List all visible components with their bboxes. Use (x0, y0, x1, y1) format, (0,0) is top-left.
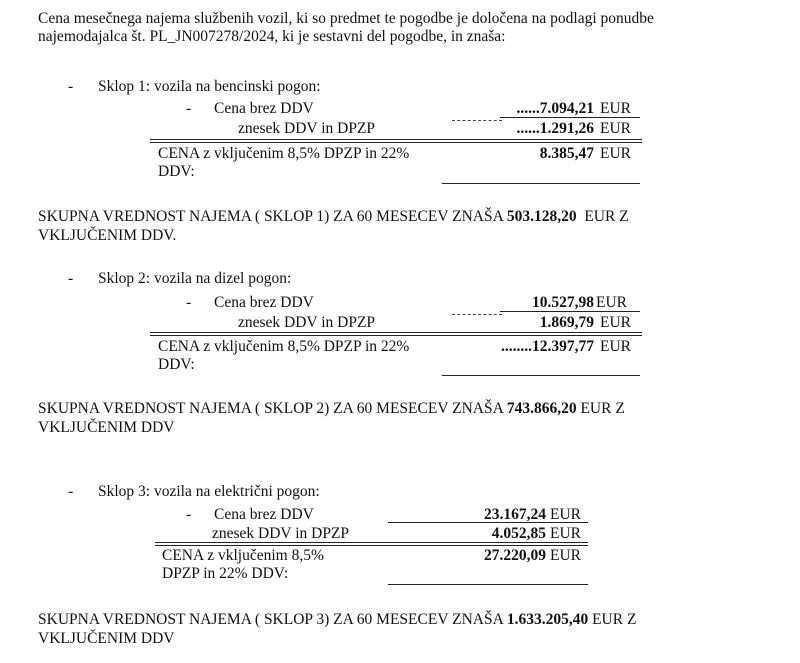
sklop2-total-label-2: DDV: (158, 356, 195, 373)
sklop2-bullet: - (68, 270, 74, 287)
sklop3-bullet: - (68, 483, 74, 500)
sklop1-tax-label: znesek DDV in DPZP (238, 120, 376, 137)
sklop2-net-unit: EUR (596, 294, 627, 311)
sklop2-tax-value: 1.869,79 (539, 314, 594, 331)
sklop1-table-rule-1 (150, 139, 642, 140)
sklop1-tax-unit: EUR (600, 120, 631, 137)
sklop2-net-underline (500, 311, 640, 312)
sklop1-total-unit: EUR (600, 145, 631, 162)
sklop3-summary-line-1 (38, 611, 636, 629)
sklop3-total-value: 27.220,09 (484, 547, 546, 564)
sklop1-net-bullet: - (186, 100, 192, 117)
sklop3-table-rule-1 (155, 542, 588, 543)
sklop2-total-unit: EUR (600, 338, 631, 355)
intro-line-2: najemodajalca št. PL_JN007278/2024, ki je sestavni del pogodbe, in znaša: (38, 28, 506, 45)
sklop3-net-value: 23.167,24 (484, 506, 546, 523)
sklop1-total-underline (442, 183, 640, 184)
sklop2-net-bullet: - (186, 294, 192, 311)
sklop1-total-label-2: DDV: (158, 163, 195, 180)
sklop1-summary-pre: SKUPNA VREDNOST NAJEMA ( SKLOP 1) ZA 60 MESECEV ZNAŠA (38, 208, 503, 225)
sklop1-heading: Sklop 1: vozila na bencinski pogon: (98, 78, 321, 95)
sklop1-summary-line-2: VKLJUČENIM DDV. (38, 227, 177, 244)
sklop3-summary-post: EUR Z (592, 611, 637, 628)
sklop3-tax-label: znesek DDV in DPZP (212, 525, 350, 542)
sklop2-summary-post: EUR Z (580, 400, 625, 417)
sklop2-summary-line-2: VKLJUČENIM DDV (38, 419, 175, 436)
sklop2-net-label: Cena brez DDV (214, 294, 314, 311)
sklop2-net-value: 10.527,98 (532, 294, 594, 311)
sklop3-summary-amount: 1.633.205,40 (506, 611, 589, 628)
sklop3-total-label-1: CENA z vključenim 8,5% (162, 547, 324, 564)
intro-line-1: Cena mesečnega najema službenih vozil, ki so predmet te pogodbe je določena na podlagi ponudbe (38, 10, 654, 27)
sklop2-tax-unit: EUR (600, 314, 631, 331)
sklop3-tax-value: 4.052,85 (491, 525, 546, 542)
sklop1-table-rule-2 (150, 142, 642, 143)
sklop2-tax-label: znesek DDV in DPZP (238, 314, 376, 331)
sklop1-summary-post: EUR Z (584, 208, 629, 225)
sklop3-tax-unit: EUR (550, 525, 581, 542)
sklop1-bullet: - (68, 78, 74, 95)
sklop3-summary-pre: SKUPNA VREDNOST NAJEMA ( SKLOP 3) ZA 60 MESECEV ZNAŠA (38, 611, 503, 628)
sklop2-summary-pre: SKUPNA VREDNOST NAJEMA ( SKLOP 2) ZA 60 MESECEV ZNAŠA (38, 400, 503, 417)
sklop2-heading: Sklop 2: vozila na dizel pogon: (98, 270, 292, 287)
sklop2-total-underline (442, 375, 640, 376)
sklop3-total-label-2: DPZP in 22% DDV: (162, 565, 289, 582)
sklop1-net-unit: EUR (600, 100, 631, 117)
sklop3-summary-line-2: VKLJUČENIM DDV (38, 630, 175, 647)
sklop3-net-bullet: - (186, 506, 192, 523)
sklop2-table-rule-2 (150, 335, 642, 336)
sklop1-total-label-1: CENA z vključenim 8,5% DPZP in 22% (158, 145, 410, 162)
sklop1-summary-amount: 503.128,20 (506, 208, 577, 225)
sklop2-total-label-1: CENA z vključenim 8,5% DPZP in 22% (158, 338, 410, 355)
sklop3-net-unit: EUR (550, 506, 581, 523)
sklop1-tax-value: ......1.291,26 (516, 120, 594, 137)
sklop2-summary-amount: 743.866,20 (506, 400, 577, 417)
sklop3-heading: Sklop 3: vozila na električni pogon: (98, 483, 320, 500)
sklop3-total-underline (388, 584, 588, 585)
sklop1-net-value: ......7.094,21 (516, 100, 594, 117)
sklop3-net-label: Cena brez DDV (214, 506, 314, 523)
sklop1-net-underline (500, 117, 640, 118)
sklop1-summary-line-1 (38, 208, 629, 226)
sklop1-net-label: Cena brez DDV (214, 100, 314, 117)
sklop3-total-unit: EUR (550, 547, 581, 564)
sklop2-summary-line-1 (38, 400, 625, 418)
sklop2-table-rule-1 (150, 332, 642, 333)
sklop1-total-value: 8.385,47 (539, 145, 594, 162)
sklop2-total-value: ........12.397,77 (501, 338, 594, 355)
